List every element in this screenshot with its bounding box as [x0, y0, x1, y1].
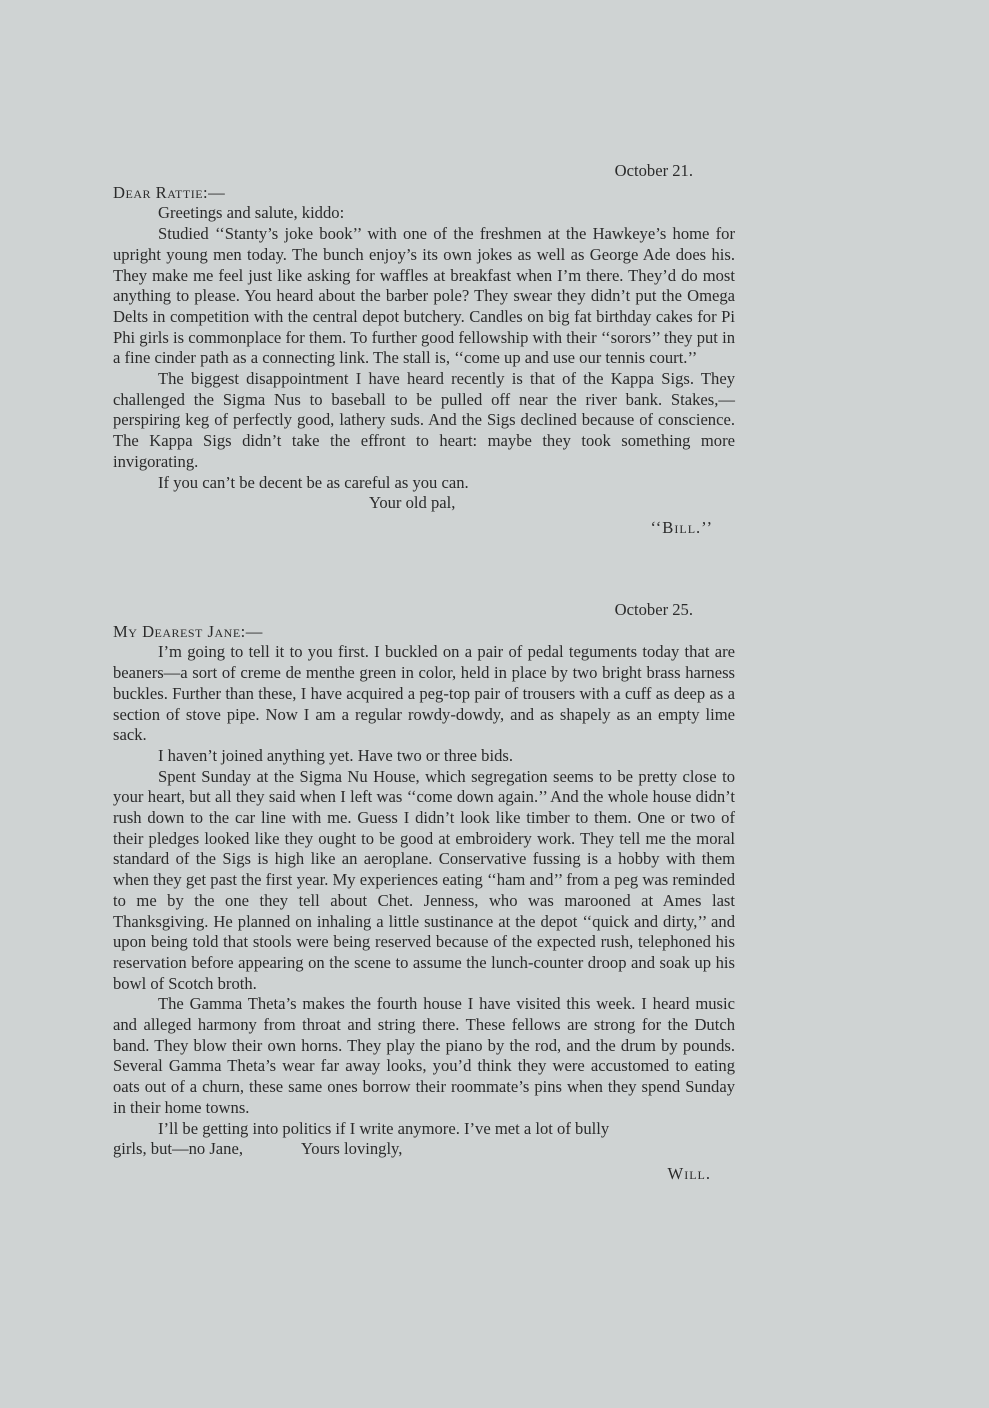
letter-paragraph: Studied ‘‘Stanty’s joke book’’ with one of the freshmen at the Hawkeye’s home for upright young men today. The bunch enjoy’s its own jokes as well as George Ade does his. They make me feel just like asking for waffles at breakfast when I’m there. They’d do most anything to please. You heard about the barber pole? They swear they didn’t put the Omega Delts in competition with the central depot butchery. Candles on big fat birthday cakes for Pi Phi girls is commonplace for them. To further good fellowship with their ‘‘sorors’’ they put in a fine cinder path as a connecting link. The stall is, ‘‘come up and use our tennis court.’’ — [113, 224, 735, 368]
letter-paragraph: Spent Sunday at the Sigma Nu House, which segregation seems to be pretty close to your heart, but all they said when I left was ‘‘come down again.’’ And the whole house didn’t rush down to the car line with me. Guess I didn’t look like timber to them. One or two of their pledges looked like they ought to be good at embroidery work. They tell me the moral standard of the Sigs is high like an aeroplane. Conservative fussing is a hobby with them when they get past the first year. My experiences eating ‘‘ham and’’ from a peg was reminded to me by the one they tell about Chet. Jenness, who was marooned at Ames last Thanksgiving. He planned on inhaling a little sustinance at the depot ‘‘quick and dirty,’’ and upon being told that stools were being reserved because of the expected rush, telephoned his reservation before appearing on the scene to assume the lunch-counter droop and soak up his bowl of Scotch broth. — [113, 766, 735, 993]
letter-date: October 21. — [614, 161, 693, 180]
letter-paragraph: The biggest disappointment I have heard recently is that of the Kappa Sigs. They challenged the Sigma Nus to baseball to be pulled off near the river bank. Stakes,—perspiring keg of perfectly good, lathery suds. And the Sigs declined because of conscience. The Kappa Sigs didn’t take the effront to heart: maybe they took something more invigorating. — [113, 369, 735, 471]
letter-paragraph: The Gamma Theta’s makes the fourth house I have visited this week. I heard music and alleged harmony from throat and string there. These fellows are strong for the Dutch band. They blow their own horns. They play the piano by the rod, and the drum by pounds. Several Gamma Theta’s wear far away looks, you’d think they were accustomed to eating oats out of a churn, these same ones borrow their roommate’s pins when they spend Sunday in their home towns. — [113, 994, 735, 1117]
letter-closing: Your old pal, — [369, 493, 456, 513]
letter-last-line — [113, 1139, 735, 1160]
letter-paragraph: I’ll be getting into politics if I write anymore. I’ve met a lot of bully — [158, 1118, 610, 1138]
letter-to-rattie — [113, 161, 735, 539]
letter-paragraph: If you can’t be decent be as careful as you can. — [158, 472, 469, 492]
letter-to-jane — [113, 600, 735, 1185]
letter-date: October 25. — [614, 600, 693, 619]
letter-paragraph: Greetings and salute, kiddo: — [158, 203, 345, 223]
letter-signature: Will. — [667, 1163, 711, 1183]
letter-salutation: Dear Rattie:— — [113, 182, 226, 202]
letter-salutation: My Dearest Jane:— — [113, 621, 263, 641]
letter-closing: Yours lovingly, — [300, 1139, 403, 1159]
letter-paragraph: I haven’t joined anything yet. Have two or three bids. — [158, 745, 513, 765]
letter-paragraph: I’m going to tell it to you first. I buckled on a pair of pedal teguments today that are beaners—a sort of creme de menthe green in color, held in place by two bright brass harness buckles. Further than these, I have acquired a peg-top pair of trousers with a cuff as deep as a section of stove pipe. Now I am a regular rowdy-dowdy, and as shapely as an empty lime sack. — [113, 642, 735, 745]
letter-signature: ‘‘Bill.’’ — [650, 517, 713, 537]
letter-last-line-text: girls, but—no Jane, — [113, 1139, 243, 1159]
